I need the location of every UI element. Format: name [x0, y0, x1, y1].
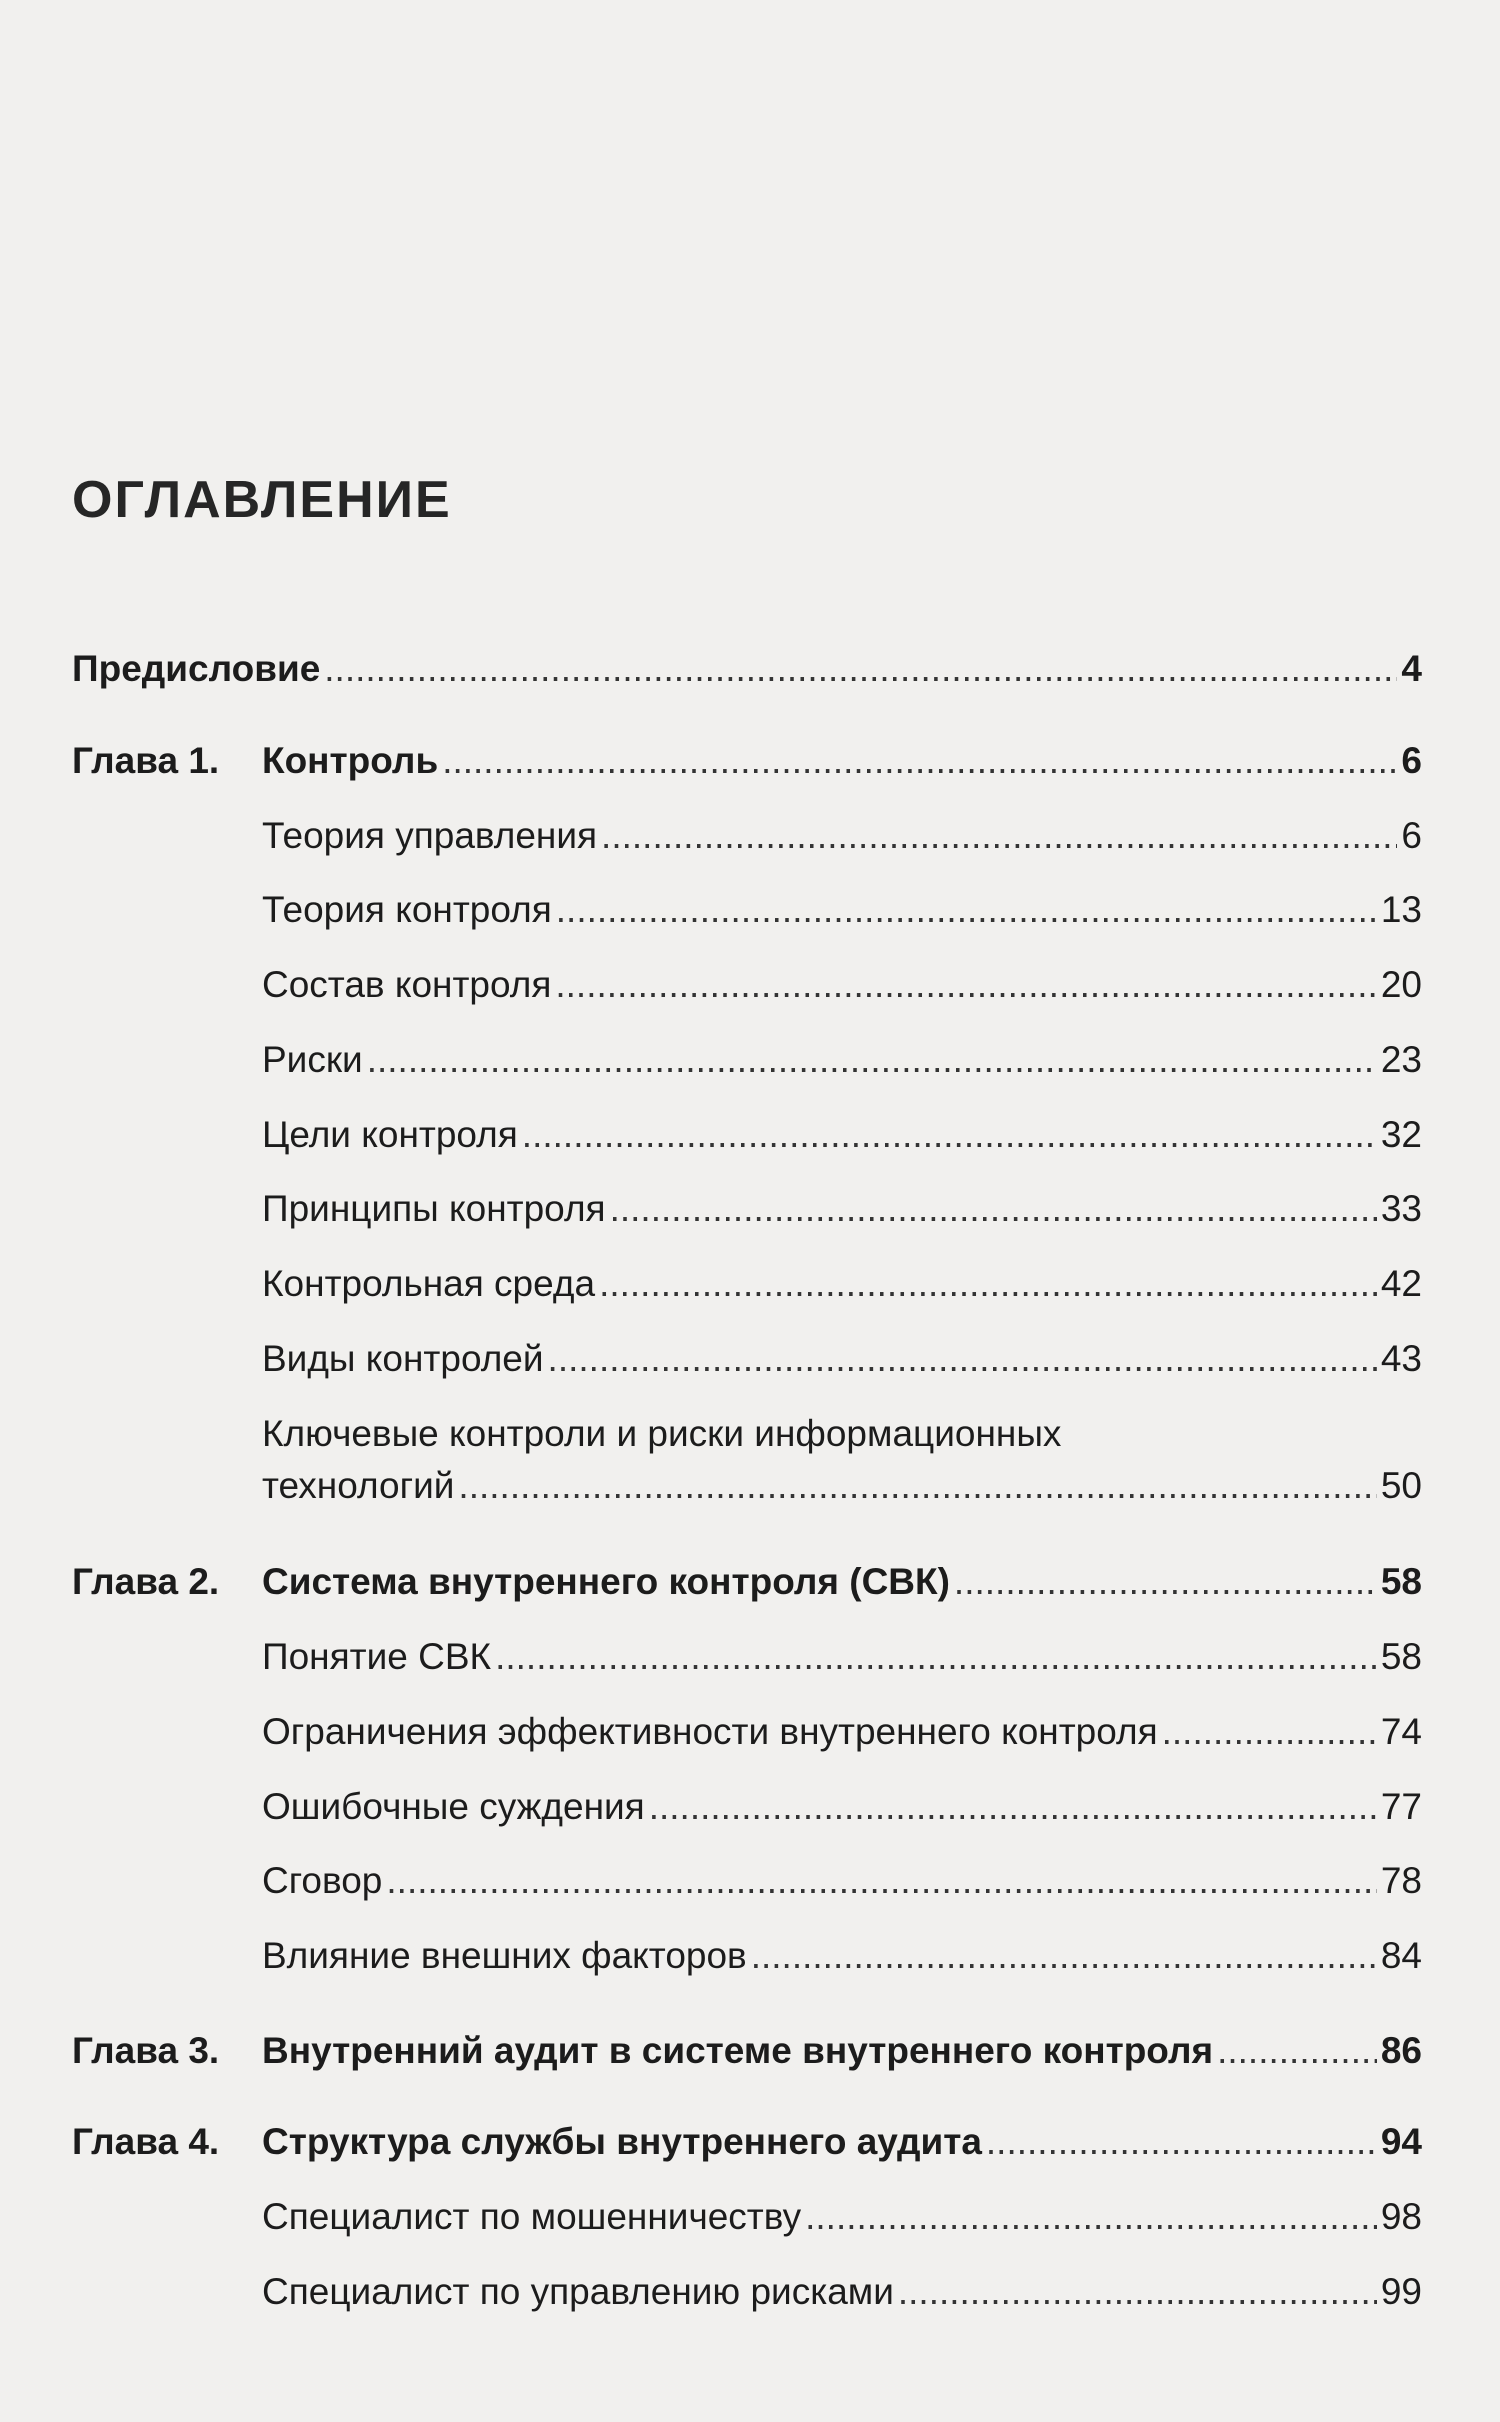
entry-page: 78: [1380, 1860, 1422, 1901]
leader-dots: [599, 1258, 1377, 1310]
entry-title: Принципы контроля: [262, 1188, 606, 1229]
entry-title: технологий: [262, 1465, 455, 1506]
entry-page: 50: [1380, 1465, 1422, 1506]
toc-entry-chapter-1: [72, 735, 1422, 787]
leader-dots: [954, 1556, 1377, 1608]
toc-entry-preface: [72, 643, 1422, 695]
toc-entry: [72, 1781, 1422, 1833]
toc-entry: [72, 1109, 1422, 1161]
leader-dots: [555, 959, 1376, 1011]
toc-entry: [72, 1631, 1422, 1683]
toc-entry: [72, 1706, 1422, 1758]
entry-title: Влияние внешних факторов: [262, 1935, 747, 1976]
entry-page: 23: [1380, 1039, 1422, 1080]
entry-page: 99: [1380, 2271, 1422, 2312]
leader-dots: [751, 1930, 1377, 1982]
entry-page: 98: [1380, 2196, 1422, 2237]
entry-title: Риски: [262, 1039, 363, 1080]
chapter-label: Глава 3.: [72, 2030, 220, 2071]
entry-title: Состав контроля: [262, 964, 552, 1005]
leader-dots: [458, 1460, 1376, 1512]
toc-entry: [72, 1333, 1422, 1385]
leader-dots: [1162, 1706, 1377, 1758]
toc-entry: [72, 1855, 1422, 1907]
entry-title: Система внутреннего контроля (СВК): [262, 1561, 950, 1602]
entry-title: Теория контроля: [262, 889, 552, 930]
leader-dots: [324, 643, 1397, 695]
entry-title: Предисловие: [72, 648, 321, 689]
entry-page: 86: [1380, 2030, 1422, 2071]
toc-entry: [72, 2266, 1422, 2318]
entry-title: Специалист по мошенничеству: [262, 2196, 802, 2237]
leader-dots: [610, 1183, 1377, 1235]
entry-title: Контроль: [262, 740, 439, 781]
toc-entry-chapter-4: [72, 2116, 1422, 2168]
toc-entry-chapter-2: [72, 1556, 1422, 1608]
toc-heading: ОГЛАВЛЕНИЕ: [72, 471, 452, 529]
entry-title: Ошибочные суждения: [262, 1786, 645, 1827]
leader-dots: [898, 2266, 1377, 2318]
entry-page: 42: [1380, 1263, 1422, 1304]
entry-title: Понятие СВК: [262, 1636, 492, 1677]
chapter-label: Глава 4.: [72, 2121, 220, 2162]
entry-page: 43: [1380, 1338, 1422, 1379]
entry-title: Контрольная среда: [262, 1263, 596, 1304]
entry-title: Ограничения эффективности внутреннего контроля: [262, 1711, 1158, 1752]
leader-dots: [986, 2116, 1377, 2168]
entry-title: Цели контроля: [262, 1114, 518, 1155]
entry-title: Теория управления: [262, 815, 598, 856]
leader-dots: [1217, 2025, 1377, 2077]
toc-entry: [72, 810, 1422, 862]
toc-entry: [72, 1183, 1422, 1235]
entry-title: Специалист по управлению рисками: [262, 2271, 894, 2312]
entry-title: Структура службы внутреннего аудита: [262, 2121, 982, 2162]
chapter-label: Глава 2.: [72, 1561, 220, 1602]
toc-entry: [72, 1930, 1422, 1982]
entry-page: 94: [1380, 2121, 1422, 2162]
leader-dots: [442, 735, 1397, 787]
entry-page: 13: [1380, 889, 1422, 930]
toc-entry: [72, 1034, 1422, 1086]
toc-entry: [72, 959, 1422, 1011]
leader-dots: [522, 1109, 1377, 1161]
leader-dots: [805, 2191, 1377, 2243]
entry-title: Виды контролей: [262, 1338, 544, 1379]
chapter-label: Глава 1.: [72, 740, 220, 781]
entry-page: 32: [1380, 1114, 1422, 1155]
toc-entry: [72, 2191, 1422, 2243]
leader-dots: [548, 1333, 1377, 1385]
entry-title: Сговор: [262, 1860, 383, 1901]
toc-entry-two-line: [72, 1408, 1422, 1512]
toc-entry: [72, 884, 1422, 936]
entry-page: 58: [1380, 1561, 1422, 1602]
leader-dots: [601, 810, 1397, 862]
entry-page: 84: [1380, 1935, 1422, 1976]
leader-dots: [367, 1034, 1377, 1086]
entry-page: 6: [1401, 740, 1422, 781]
entry-title: Внутренний аудит в системе внутреннего контроля: [262, 2030, 1214, 2071]
entry-page: 33: [1380, 1188, 1422, 1229]
entry-title-line1: Ключевые контроли и риски информационных: [262, 1413, 1062, 1454]
leader-dots: [495, 1631, 1377, 1683]
entry-page: 20: [1380, 964, 1422, 1005]
leader-dots: [556, 884, 1377, 936]
entry-page: 58: [1380, 1636, 1422, 1677]
leader-dots: [386, 1855, 1376, 1907]
leader-dots: [649, 1781, 1377, 1833]
entry-page: 4: [1401, 648, 1422, 689]
entry-page: 74: [1380, 1711, 1422, 1752]
toc-entry-chapter-3: [72, 2025, 1422, 2077]
toc-entry: [72, 1258, 1422, 1310]
entry-page: 77: [1380, 1786, 1422, 1827]
entry-page: 6: [1401, 815, 1422, 856]
